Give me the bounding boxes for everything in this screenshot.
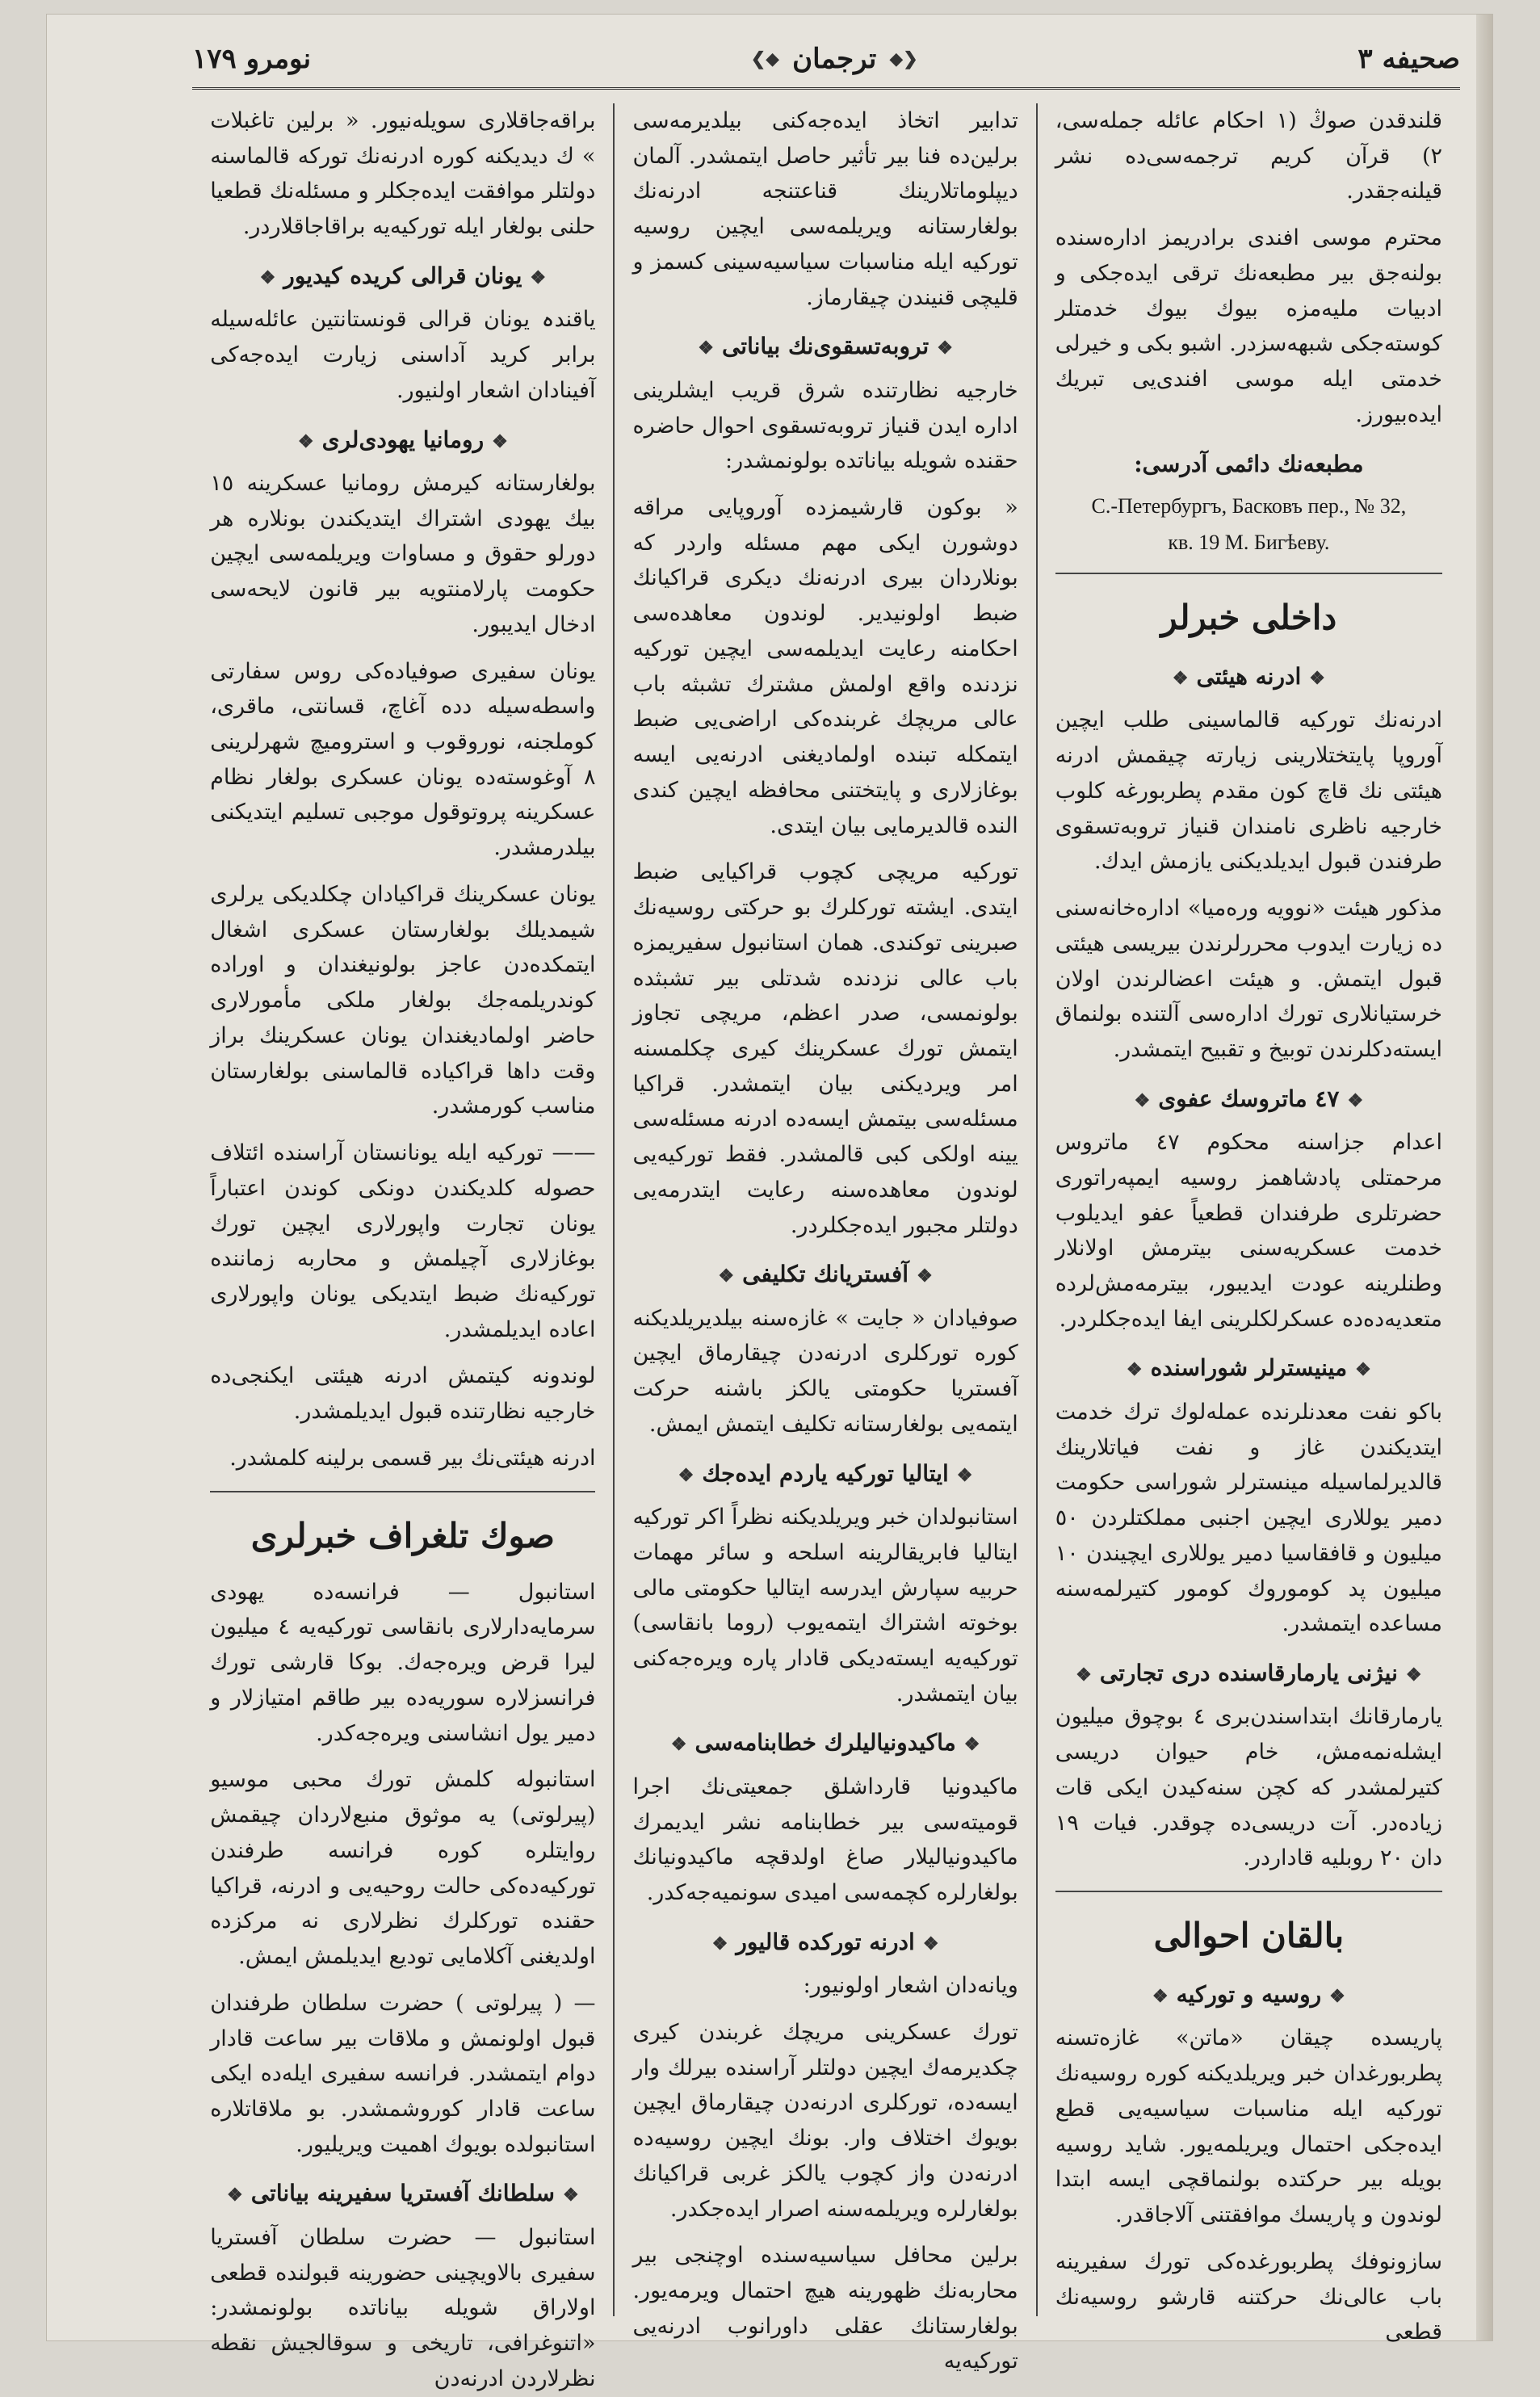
article-text: ماکیدونیا قارداشلق جمعیتی‌نك اجرا قومیته‌سی بیر خطابنامه نشر ایدیمرك ماکیدونیالیلار صاغ اولدقچه ماکیدونیانك بولغارلره کچمه‌سی امیدی سونمیه‌جه‌کدر. <box>632 1774 1018 1906</box>
ornament-icon: ❖ <box>1347 1089 1364 1111</box>
article-text: پاریسده چیقان «ماتن» غازه‌تسنه پطربورغدان خبر ویریلدیکنه کوره روسیه‌نك تورکیه ایله مناسبات سیاسیه‌یی قطع ایده‌جکی احتمال ویریلمه‌یور. شاید روسیه بویله بیر حرکتده بولنماقچی ایسه ابتدا لوندون و پاریسك موافقتنی آلاجاقدر. <box>1055 2025 1442 2228</box>
subheading-text: تروبه‌تسقوی‌نك بیاناتی <box>721 333 929 360</box>
article-text: سازونوفك پطربورغده‌کی تورك سفیرینه باب عالی‌نك حرکتنه قارشو روسیه‌نك قطعی <box>1055 2248 1442 2345</box>
ornament-icon: ❖ <box>1172 668 1189 689</box>
section-title: داخلی خبرلر <box>1160 597 1337 637</box>
ornament-icon: ❖ <box>226 2185 243 2206</box>
article-text: خارجیه نظارتنده شرق قریب ایشلرینی اداره ایدن قنیاز تروبه‌تسقوی احوال حاضره حقنده شویله بیاناتده بولونمشدر: <box>632 377 1018 474</box>
ornament-icon: ❖ <box>1134 1089 1151 1111</box>
article-text: استانبول — فرانسه‌ده یهودی سرمایه‌دارلاری بانقاسی تورکیه‌یه ٤ میلیون لیرا قرض ویره‌جه‌ك. بوکا قارشی تورك فرانسزلاره سوریه‌ده بیر طاقم امتیازلار و دمیر یول انشاسنی ویره‌جه‌کدر. <box>210 1579 596 1746</box>
article-text: برلین محافل سیاسیه‌سنده اوچنجی بیر محاربه‌نك ظهورینه هیچ احتمال ویرمه‌یور. بولغارستانك عقلی داورانوب ادرنه‌یی تورکیه‌یه <box>632 2243 1018 2374</box>
article-text: ادرنه هیئتی‌نك بیر قسمی برلینه کلمشدر. <box>229 1445 596 1471</box>
article-text: یونان عسکرینك قراکیادان چکلدیکی یرلری شیمدیلك بولغارستان عسکری اشغال ایتمکده‌دن عاجز بولونیغندان و اوراده کوندریلمه‌جك بولغار ملکی مأمورلاری حاضر اولمادیغندان یونان عسکرینك براز وقت داها قراکیاده قالماسنی بولغارستان مناسب کورمشدر. <box>210 881 596 1119</box>
address-heading: مطبعه‌نك دائمی آدرسی: <box>1134 450 1364 477</box>
column-middle <box>615 103 1037 2374</box>
article-text: — ( پیرلوتی ) حضرت سلطان طرفندان قبول اولونمش و ملاقات بیر ساعت قادار دوام ایتمشدر. فرانسه سفیری ایله‌ده ایکی ساعت قادار کوروشمشدر. بو ملاقاتلاره استانبولده بویوك اهمیت ویریلیور. <box>210 1990 596 2157</box>
subheading-text: ٤٧ ماتروسك عفوی <box>1158 1085 1340 1112</box>
article-text: ادرنه‌نك تورکیه قالماسینی طلب ایچین آوروپا پایتختلارینی زیارته چیقمش ادرنه هیئتی نك قاچ کون مقدم پطربورغه کلوب خارجیه ناظری نامندان قنیاز تروبه‌تسقوی طرفندن قبول ایدیلدیکنی یازمش ایدك. <box>1055 707 1442 875</box>
subheading <box>1055 1655 1442 1691</box>
address-line: кв. 19 М. Бигѣеву. <box>1168 530 1330 554</box>
ornament-icon: ❖ <box>711 1933 728 1954</box>
article-text: قلندقدن صوڭ (١ احکام عائله جمله‌سی، ٢) قرآن کریم ترجمه‌سی‌ده نشر قیلنه‌جقدر. <box>1055 108 1442 204</box>
ornament-icon: ❖ <box>297 430 314 452</box>
issue-number: نومرو ۱۷۹ <box>192 43 312 75</box>
subheading <box>1055 658 1442 695</box>
subheading <box>1055 1976 1442 2013</box>
subheading <box>632 328 1018 364</box>
article-text: استانبوله کلمش تورك محبی موسیو (پیرلوتی) یه موثوق منبع‌لاردان چیقمش روایتلره کوره فرانسه طرفندن تورکیه‌ده‌کی حالت روحیه‌یی و ادرنه، قراکیا حقنده تورکلرك نظرلاری نه مرکزده اولدیغنی آکلامایی تودیع ایدیلمش ایمش. <box>210 1767 596 1970</box>
article-text: « بوکون قارشیمزده آوروپایی مراقه دوشورن ایکی مهم مسئله واردر که بونلاردان بیری ادرنه‌نك دیکری قراکیانك ضبط اولونیدیر. لوندون معاهده‌سی احکامنه رعایت ایدیلمه‌سی ایچین تورکیه نزدنده واقع اولمش مشترك تشبثه باب عالی مریچك غربنده‌کی اراضی‌یی ضبط ایتمکله تبنده اولمادیغنی ادرنه‌یی ایسه بوغازلاری و پایتختنی محافظه ایچین کندی النده قالدیرمایی بیان ایتدی. <box>632 494 1018 838</box>
article-text: لوندونه کیتمش ادرنه هیئتی ایکنجی‌ده خارجیه نظارتنده قبول ایدیلمشدر. <box>210 1363 596 1425</box>
ornament-icon: ❖ <box>718 1266 735 1287</box>
ornament-icon: ❖ <box>1126 1359 1143 1381</box>
ornament-icon: ❖ <box>956 1464 973 1486</box>
article-text: استانبولدان خبر ویریلدیکنه نظراً اکر تورکیه ایتالیا فابریقالرینه اسلحه و سائر مهمات حربیه سپارش ایدرسه ایتالیا حکومتی مالی بوخوته اشتراك ایتمه‌یوب (روما بانقاسی) تورکیه‌یه ایسته‌دیکی قادار پاره ویره‌جه‌کنی بیان ایتمشدر. <box>632 1505 1018 1706</box>
page-header <box>192 31 1460 90</box>
ornament-icon: ❮◆ <box>750 48 780 69</box>
subheading-text: ماکیدونیالیلرك خطابنامه‌سی <box>694 1729 956 1757</box>
ornament-icon: ❖ <box>492 430 508 452</box>
ornament-icon: ❖ <box>1355 1359 1371 1381</box>
binding-edge <box>1476 15 1492 2340</box>
article-text: ویانه‌دان اشعار اولونیور: <box>803 1973 1018 1999</box>
section-title: صوك تلغراف خبرلری <box>250 1515 555 1555</box>
article-text: یونان سفیری صوفیاده‌کی روس سفارتی واسطه‌سیله دده آغاچ، قسانتی، ماقری، کوملجنه، نوروقوب و استرومیچ شهرلرینی ٨ آوغوسته‌ده یونان عسکری بولغار نظام عسکرینه پروتوقول موجبی تسلیم ایتدیکنی بیلدرمشدر. <box>210 658 596 861</box>
subheading-text: رومانیا یهودی‌لری <box>321 426 485 453</box>
subheading-text: ادرنه هیئتی <box>1196 663 1302 690</box>
article-text: تورکیه مریچی کچوب قراکیایی ضبط ایتدی. ایشته تورکلرك بو حرکتی روسیه‌نك صبرینی توکندی. همان استانبول سفیریمزه باب عالی نزدنده شدتلی بیر تشبثده بولونمسی، صدر اعظم، مریچی تجاوز ایتمش تورك عسکرینك کیری چکلمسنه امر ویردیکنی بیان ایتمشدر. قراکیا مسئله‌سی بیتمش ایسه‌ده ادرنه مسئله‌سی یینه اولکی کبی قالمشدر. فقط تورکیه‌یی لوندون معاهده‌سنه رعایت ایتدرمه‌یی دولتلر مجبور ایده‌جکلردر. <box>632 859 1018 1238</box>
ornament-icon: ❖ <box>917 1266 933 1287</box>
article-text: صوفیادان « جایت » غازه‌سنه بیلدیریلدیکنه کوره تورکلری ادرنه‌دن چیقارماق ایچین آفستریا حکومتی یالکز باشنه حرکت ایتمه‌یی بولغارستانه تکلیف ایتمش ایمش. <box>632 1305 1018 1437</box>
ornament-icon: ❖ <box>1152 1986 1169 2008</box>
article-text: مذکور هیئت «نوویه وره‌میا» اداره‌خانه‌سنی ده زیارت ایدوب محررلرندن بیریسی هیئتی قبول ایتمش. و هیئت اعضالرندن اولان خرستیانلاری تورك اداره‌سی آلتنده بولنماق ایسته‌دکلرندن توبیخ و تقبیح ایتمشدر. <box>1055 896 1442 1062</box>
subheading-text: مینیسترلر شوراسنده <box>1150 1354 1348 1382</box>
article-text: —— تورکیه ایله یونانستان آراسنده ائتلاف حصوله کلدیکندن دونکی کوندن اعتباراً یونان تجارت واپورلاری ایچین تورك بوغازلاری آچیلمش و محاربه زماننده تورکیه‌نك ضبط ایتدیکی یونان واپورلاری اعاده ایدیلمشدر. <box>210 1140 596 1342</box>
subheading <box>210 2175 595 2211</box>
ornament-icon: ❖ <box>530 267 547 288</box>
ornament-icon: ❖ <box>937 338 953 359</box>
column-right <box>1038 103 1460 2345</box>
subheading-text: ادرنه تورکده قالیور <box>736 1928 915 1955</box>
ornament-icon: ❖ <box>259 267 276 288</box>
newspaper-page <box>47 15 1492 2391</box>
article-text: اعدام جزاسنه محکوم ٤٧ ماتروس مرحمتلی پادشاهمز روسیه ایمپه‌راتوری حضرتلری طرفندان قطعیاً عفو ایدیلوب خدمت عسکریه‌سنی بیترمش اولانلار وطنلرینه عودت ایدیبور، بیترمه‌مش‌لرده متعدیه‌ده‌ده عسکرلکلرینی ایفا ایده‌جکلردر. <box>1055 1130 1442 1332</box>
address-line: С.-Петербургъ, Басковъ пер., № 32, <box>1091 493 1407 518</box>
ornament-icon: ❖ <box>562 2185 579 2206</box>
subheading-text: سلطانك آفستریا سفیرینه بیاناتی <box>250 2180 555 2207</box>
ornament-icon: ❖ <box>963 1734 980 1756</box>
subheading <box>632 1924 1018 1960</box>
subheading <box>1055 1350 1442 1386</box>
divider <box>210 1491 595 1492</box>
article-text: یاقندہ یونان قرالی قونستانتین عائله‌سیله برابر کرید آداسنی زیارت ایده‌جه‌کی آفینادان اشعار اولنیور. <box>210 307 596 403</box>
article-text: یارمارقانك ابتداسندن‌بری ٤ بوچوق میلیون ایشله‌نمه‌مش، خام حیوان دریسی کتیرلمشدر که کچن سنه‌کیدن ایکی قات زیاده‌در. آت دریسی‌ده چوقدر. فیات ١٩ دان ٢٠ روبلیه قادار‌در. <box>1055 1704 1443 1871</box>
article-text: بولغارستانه کیرمش رومانیا عسکرینه ١٥ بیك یهودی اشتراك ایتدیکندن بونلاره هر دورلو حقوق و مساوات ویریلمه‌سی ایچین حکومت پارلامنتویه بیر قانون لایحه‌سی ادخال ایدیبور. <box>210 470 596 637</box>
ornament-icon: ❖ <box>678 1464 694 1486</box>
divider <box>1055 1891 1442 1892</box>
ornament-icon: ◆❯ <box>889 48 918 69</box>
subheading <box>210 422 595 458</box>
subheading <box>1055 1081 1442 1117</box>
subheading-text: نیژنی یارمارقاسنده دری تجارتی <box>1099 1659 1398 1686</box>
ornament-icon: ❖ <box>1329 1986 1345 2008</box>
ornament-icon: ❖ <box>1405 1664 1422 1685</box>
divider <box>1055 573 1442 574</box>
article-text: محترم موسی افندی برادریمز اداره‌سنده بولنه‌جق بیر مطبعه‌نك ترقی ایده‌جکی و ادبیات ملیه‌مزه بیوك بیوك خدمتلر کوسته‌جکی شبهه‌سزدر. اشبو بکی و خیرلی خدمتی ایله موسی افندی‌یی تبریك ایده‌بیورز. <box>1055 225 1442 427</box>
columns <box>192 103 1460 2391</box>
column-left <box>192 103 615 2391</box>
subheading <box>210 258 595 294</box>
masthead <box>751 43 918 75</box>
article-text: تدابیر اتخاذ ایده‌جه‌کنی بیلدیرمه‌سی برلین‌ده فنا بیر تأثیر حاصل ایتمشدر. آلمان دیپلوماتلارینك قناعتنجه ادرنه‌نك بولغارستانه ویریلمه‌سی ایچین روسیه تورکیه ایله مناسبات سیاسیه‌سینی کسمز و قلیچی قنیندن چیقارماز. <box>632 108 1018 310</box>
ornament-icon: ❖ <box>922 1933 939 1954</box>
ornament-icon: ❖ <box>670 1734 687 1756</box>
subheading-text: یونان قرالی کریده کیدیور <box>283 262 522 289</box>
ornament-icon: ❖ <box>1076 1664 1092 1685</box>
subheading <box>632 1724 1018 1761</box>
subheading <box>632 1455 1018 1492</box>
ornament-icon: ❖ <box>1309 668 1325 689</box>
section-title: بالقان احوالی <box>1153 1916 1345 1955</box>
article-text: باکو نفت معدنلرنده عمله‌لوك ترك خدمت ایتدیکندن غاز و نفت فیاتلارینك قالدیرلماسیله مینسترلر شوراسی حکومت دمیر یوللاری ایچین اجنبی مملکتلردن ٥٠ میلیون و قافقاسیا دمیر یوللاری ایچیندن ١٠ میلیون پد کوموروك کومور کتیرلمه‌سنه مساعده ایتمشدر. <box>1055 1399 1442 1637</box>
subheading-text: آفستریانك تکلیفی <box>742 1261 909 1288</box>
subheading-text: روسیه و تورکیه <box>1176 1981 1322 2009</box>
article-text: براقه‌جاقلاری سویله‌نیور. « برلین تاغبلات » ك دیدیکنه کوره ادرنه‌نك تورکه قالماسنه دولتلر موافقت ایده‌جکلر و مسئله‌نك قطعیا حلنی بولغار ایله تورکیه‌یه براقاجاقلاردر. <box>210 108 596 240</box>
article-text: تورك عسکرینی مریچك غربندن کیری چکدیرمه‌ك ایچین دولتلر آراسنده بیرلك وار ایسه‌ده، تورکلری ادرنه‌دن چیقارماق ایچین بویوك اختلاف وار. بونك ایچین روسیه‌ده ادرنه‌دن واز کچوب یالکز غربی قراکیانك بولغارلره ویریلمه‌سنه اصرار ایده‌جکدر. <box>632 2019 1018 2222</box>
subheading <box>632 1256 1018 1292</box>
subheading-text: ایتالیا تورکیه یاردم ایده‌جك <box>702 1459 949 1487</box>
ornament-icon: ❖ <box>698 338 714 359</box>
page-number: صحیفه ۳ <box>1357 43 1460 75</box>
paper-name: ترجمان <box>792 43 877 75</box>
article-text: استانبول — حضرت سلطان آفستریا سفیری بالاویچینی حضورینه قبولنده قطعی اولاراق شویله بیاناتده بولونمشدر: «اتنوغرافی، تاریخی و سوقالجیش نقطه نظرلاردن ادرنه‌دن <box>210 2224 596 2391</box>
